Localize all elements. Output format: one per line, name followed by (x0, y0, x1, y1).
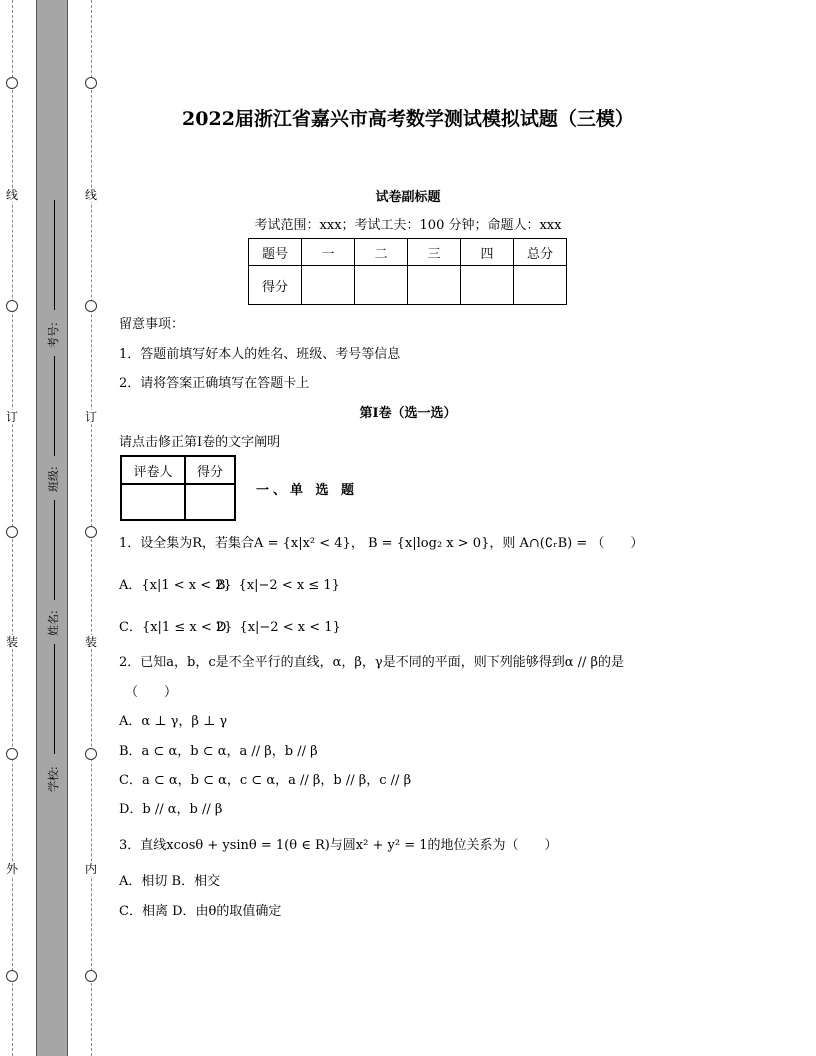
binding-hole (85, 300, 97, 312)
grader-cell[interactable] (185, 484, 235, 520)
question-2-option-b[interactable]: B．a ⊂ α，b ⊂ α，a // β，b // β (119, 744, 318, 759)
binding-hole (6, 748, 18, 760)
score-header-cell: 一 (302, 239, 355, 266)
exam-info: 考试范围：xxx；考试工夫：100 分钟；命题人：xxx (254, 218, 562, 233)
section-title: 一、单 选 题 (256, 483, 359, 498)
binding-hole (85, 970, 97, 982)
note-item: 1．答题前填写好本人的姓名、班级、考号等信息 (119, 347, 401, 362)
question-1-option-a[interactable]: A．{x|1 < x < 2} (119, 578, 232, 593)
binding-hole (85, 77, 97, 89)
note-item: 2．请将答案正确填写在答题卡上 (119, 376, 310, 391)
score-header-cell: 二 (355, 239, 408, 266)
question-2-option-a[interactable]: A．α ⊥ γ，β ⊥ γ (119, 714, 228, 729)
binding-band (36, 0, 68, 1056)
subtitle: 试卷副标题 (375, 190, 441, 205)
score-cell[interactable] (302, 266, 355, 305)
binding-hole (6, 300, 18, 312)
margin-char: 装 (5, 635, 18, 649)
score-header-cell: 三 (408, 239, 461, 266)
score-row-label: 得分 (249, 266, 302, 305)
question-1-option-c[interactable]: C．{x|1 ≤ x < 2} (119, 620, 233, 635)
question-1-option-b[interactable]: B．{x|−2 < x ≤ 1} (216, 578, 340, 593)
score-table (248, 238, 567, 305)
field-class: 班级: (47, 466, 60, 492)
binding-hole (85, 748, 97, 760)
question-3-options-ab[interactable]: A．相切 B．相交 (119, 874, 221, 889)
score-cell[interactable] (408, 266, 461, 305)
binding-hole (6, 970, 18, 982)
grader-header: 评卷人 (121, 456, 185, 484)
binding-hole (85, 526, 97, 538)
margin-char: 线 (84, 188, 97, 202)
grader-cell[interactable] (121, 484, 185, 520)
answer-paren: （ ） (125, 685, 178, 700)
margin-char: 订 (5, 410, 18, 424)
grader-header: 得分 (185, 456, 235, 484)
score-cell[interactable] (461, 266, 514, 305)
margin-char: 内 (84, 862, 97, 876)
score-cell[interactable] (355, 266, 408, 305)
margin-char: 订 (84, 410, 97, 424)
score-cell[interactable] (514, 266, 567, 305)
binding-hole (6, 77, 18, 89)
page-title: 2022届浙江省嘉兴市高考数学测试模拟试题（三模） (182, 108, 634, 130)
margin-char: 线 (5, 188, 18, 202)
question-1-option-d[interactable]: D．{x|−2 < x < 1} (216, 620, 341, 635)
question-2-stem: 2．已知a，b，c是不全平行的直线，α，β，γ是不同的平面，则下列能够得到α // β的是 (119, 655, 625, 670)
field-exam-number: 考号: (47, 322, 60, 348)
question-3-stem: 3．直线xcosθ + ysinθ = 1(θ ∈ R)与圆x² + y² = 1的地位关系为（ ） (119, 838, 558, 853)
question-1-stem: 1．设全集为R，若集合A = {x|x² < 4}， B = {x|log₂ x > 0}，则 A∩(∁ᵣB) = （ ） (119, 536, 644, 551)
binding-hole (6, 526, 18, 538)
field-underline (54, 644, 55, 754)
question-2-option-c[interactable]: C．a ⊂ α，b ⊂ α，c ⊂ α，a // β，b // β，c // β (119, 773, 412, 788)
field-underline (54, 500, 55, 600)
grader-table (120, 455, 236, 521)
notes-heading: 留意事项： (119, 317, 185, 332)
field-name: 姓名: (47, 610, 60, 636)
volume-title: 第I卷（选一选） (359, 406, 457, 421)
volume-note: 请点击修正第I卷的文字阐明 (119, 435, 281, 450)
score-header-cell: 总分 (514, 239, 567, 266)
score-header-cell: 四 (461, 239, 514, 266)
question-2-option-d[interactable]: D．b // α，b // β (119, 802, 223, 817)
score-header-cell: 题号 (249, 239, 302, 266)
question-3-options-cd[interactable]: C．相离 D．由θ的取值确定 (119, 904, 282, 919)
margin-char: 装 (84, 635, 97, 649)
margin-char: 外 (5, 862, 18, 876)
field-school: 学校: (47, 766, 60, 792)
